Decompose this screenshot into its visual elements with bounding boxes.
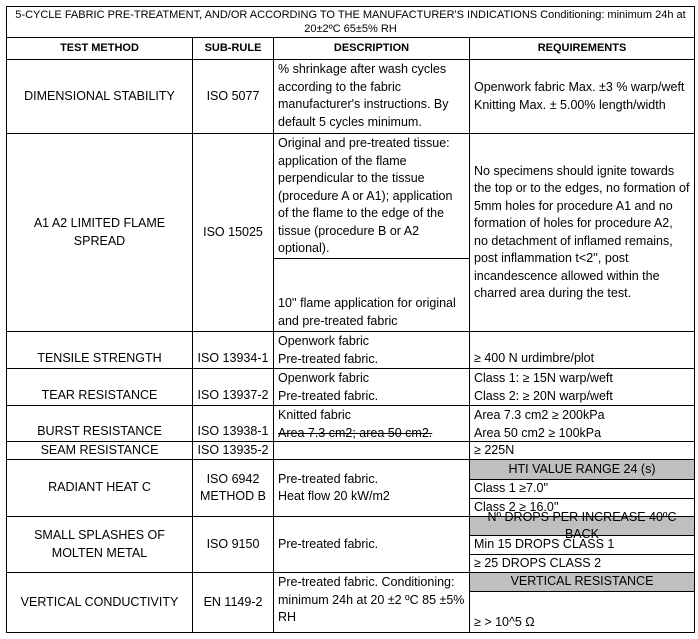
description-line: Openwork fabric bbox=[278, 371, 370, 385]
table-row-dimensional-stability bbox=[7, 60, 192, 133]
description-line: Heat flow 20 kW/m2 bbox=[278, 489, 390, 503]
sub-rule-cell bbox=[193, 60, 273, 133]
requirements-cell bbox=[470, 592, 694, 632]
table-row-limited-flame-spread bbox=[7, 134, 192, 331]
requirement: ≥ > 10^5 Ω bbox=[474, 614, 535, 629]
test-method: SMALL SPLASHES OF MOLTEN METAL bbox=[34, 528, 165, 560]
requirement-line: Class 2 ≥ 16.0'' bbox=[474, 499, 559, 514]
description-cell bbox=[274, 259, 469, 331]
requirement: ≥ 225N bbox=[474, 442, 515, 457]
test-method: TEAR RESISTANCE bbox=[41, 387, 158, 402]
table-row-burst-resistance bbox=[7, 406, 192, 441]
requirement-subheader: VERTICAL RESISTANCE bbox=[470, 573, 694, 591]
description-cell bbox=[274, 134, 469, 258]
table-row-tensile-strength bbox=[7, 332, 192, 368]
requirements-cell bbox=[470, 369, 694, 405]
sub-rule-cell bbox=[193, 369, 273, 405]
description-cell bbox=[274, 332, 469, 368]
column-header-requirements: REQUIREMENTS bbox=[537, 41, 627, 54]
description-cell bbox=[274, 60, 469, 133]
column-header-description: DESCRIPTION bbox=[333, 41, 410, 54]
sub-rule: ISO 9150 bbox=[206, 536, 260, 551]
sub-rule-cell bbox=[193, 406, 273, 441]
table-row-seam-resistance bbox=[7, 442, 192, 459]
table-title: 5-CYCLE FABRIC PRE-TREATMENT, AND/OR ACCORDING TO THE MANUFACTURER'S INDICATIONS Conditioning: minimum 24h at 20±2ºC 65±5% RH bbox=[15, 9, 686, 35]
test-method: TENSILE STRENGTH bbox=[37, 350, 162, 365]
requirement-line: ≥ 25 DROPS CLASS 2 bbox=[474, 555, 602, 570]
sub-rule-cell bbox=[193, 332, 273, 368]
description-line: Openwork fabric bbox=[278, 334, 370, 348]
requirement: No specimens should ignite towards the top or to the edges, no formation of 5mm holes for procedure A1 and no formation of holes for procedure A2, no detachment of inflamed remains, post inflammation t<2'', post incandescence allowed within the charred area during the test. bbox=[474, 163, 690, 300]
requirement-subheader: HTI VALUE RANGE 24 (s) bbox=[470, 460, 694, 479]
sub-rule-cell bbox=[193, 573, 273, 632]
description: Pre-treated fabric. bbox=[278, 536, 379, 551]
description-cell bbox=[274, 517, 469, 572]
description-cell bbox=[274, 573, 469, 632]
sub-rule: ISO 13937-2 bbox=[197, 387, 269, 402]
description-cell bbox=[274, 369, 469, 405]
description-line: Pre-treated fabric. bbox=[278, 351, 379, 366]
sub-rule-line: ISO 6942 bbox=[206, 471, 260, 486]
description-line: Pre-treated fabric. bbox=[278, 471, 379, 486]
table-row-molten-metal bbox=[7, 517, 192, 572]
requirements-cell bbox=[470, 442, 694, 459]
requirement-subheader: Nº DROPS PER INCREASE 40ºC BACK bbox=[470, 517, 694, 535]
requirement: ≥ 400 N urdimbre/plot bbox=[474, 350, 595, 365]
sub-rule: ISO 15025 bbox=[203, 224, 263, 239]
requirement-line: Class 1: ≥ 15N warp/weft bbox=[474, 371, 613, 385]
description-cell bbox=[274, 460, 469, 516]
description: Pre-treated fabric. Conditioning: minimum 24h at 20 ±2 ºC 85 ±5% RH bbox=[278, 575, 465, 624]
description: % shrinkage after wash cycles according to the fabric manufacturer's instructions. By default 5 cycles minimum. bbox=[278, 62, 449, 129]
column-header-test-method: TEST METHOD bbox=[60, 41, 139, 54]
description: Original and pre-treated tissue: application of the flame perpendicular to the tissue (procedure A or A1); application of the flame to the edge of the tissue (procedure B or A2 optional). bbox=[278, 136, 453, 255]
requirements-cell bbox=[470, 406, 694, 441]
sub-rule-cell bbox=[193, 134, 273, 331]
requirement-line: Class 2: ≥ 20N warp/weft bbox=[474, 388, 613, 403]
requirements-cell bbox=[470, 134, 694, 331]
description-cell bbox=[274, 406, 469, 441]
sub-rule-line: METHOD B bbox=[200, 489, 266, 503]
table-row-radiant-heat bbox=[7, 460, 192, 516]
test-method: RADIANT HEAT C bbox=[48, 480, 151, 495]
requirement-line: Class 1 ≥7.0'' bbox=[474, 481, 549, 496]
test-method: VERTICAL CONDUCTIVITY bbox=[20, 594, 179, 609]
requirements-cell bbox=[470, 332, 694, 368]
test-method: SEAM RESISTANCE bbox=[40, 442, 159, 457]
sub-rule: ISO 13934-1 bbox=[197, 350, 269, 365]
requirement-line: Area 7.3 cm2 ≥ 200kPa bbox=[474, 408, 605, 422]
requirements-cell bbox=[470, 60, 694, 133]
sub-rule-cell bbox=[193, 517, 273, 572]
requirement: Openwork fabric Max. ±3 % warp/weft Knitting Max. ± 5.00% length/width bbox=[474, 80, 685, 112]
requirement-line: Area 50 cm2 ≥ 100kPa bbox=[474, 425, 602, 440]
description-line: Pre-treated fabric. bbox=[278, 388, 379, 403]
sub-rule: ISO 5077 bbox=[206, 88, 260, 103]
table-row-tear-resistance bbox=[7, 369, 192, 405]
test-method: DIMENSIONAL STABILITY bbox=[24, 88, 175, 103]
sub-rule: ISO 13938-1 bbox=[197, 423, 269, 438]
test-method: A1 A2 LIMITED FLAME SPREAD bbox=[33, 216, 166, 248]
column-header-sub-rule: SUB-RULE bbox=[204, 41, 262, 54]
description-line: Knitted fabric bbox=[278, 408, 351, 422]
requirement-line: Min 15 DROPS CLASS 1 bbox=[474, 537, 615, 552]
table-row-vertical-conductivity bbox=[7, 573, 192, 632]
struck-description-line: Area 7.3 cm2; area 50 cm2. bbox=[278, 425, 433, 440]
description: 10'' flame application for original and pre-treated fabric bbox=[278, 296, 456, 328]
test-method: BURST RESISTANCE bbox=[37, 423, 162, 438]
sub-rule: EN 1149-2 bbox=[203, 594, 263, 609]
sub-rule-cell bbox=[193, 460, 273, 516]
sub-rule: ISO 13935-2 bbox=[197, 442, 269, 457]
sub-rule-cell bbox=[193, 442, 273, 459]
